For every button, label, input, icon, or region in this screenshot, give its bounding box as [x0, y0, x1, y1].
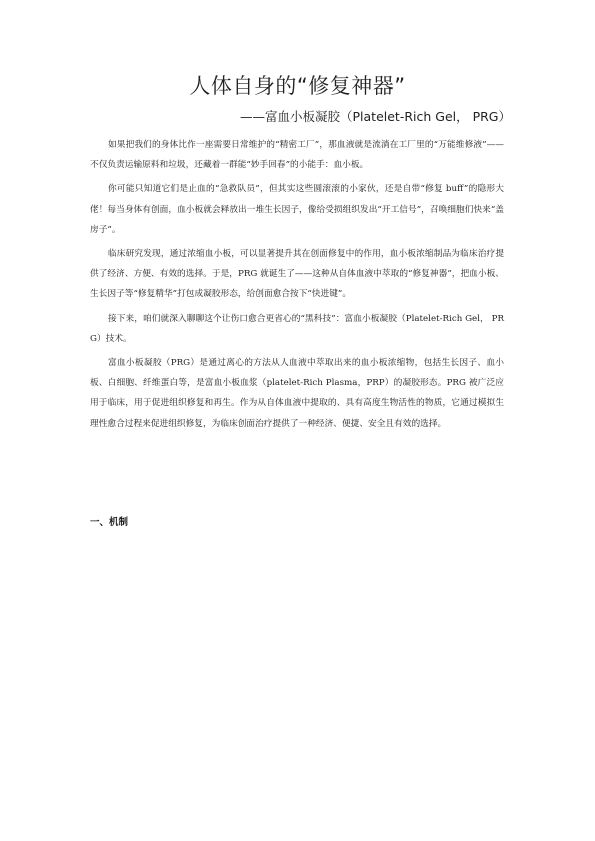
paragraph-intro: 如果把我们的身体比作一座需要日常维护的“精密工厂”，那血液就是流淌在工厂里的“万能维修液”——不仅负责运输原料和垃圾，还藏着一群能“妙手回春”的小能手：血小板。 — [90, 140, 504, 171]
paragraph-platelet-role: 你可能只知道它们是止血的“急救队员”，但其实这些圆滚滚的小家伙，还是自带“修复 buff”的隐形大佬！每当身体有创面，血小板就会释放出一堆生长因子，像给受损组织发出“开工信号”，召唤细胞们快来“盖房子”。 — [90, 184, 504, 235]
document-subtitle: ——富血小板凝胶（Platelet-Rich Gel， PRG） — [240, 109, 511, 124]
document-title: 人体自身的“修复神器” — [189, 74, 406, 98]
paragraph-clinical-research: 临床研究发现，通过浓缩血小板，可以显著提升其在创面修复中的作用，血小板浓缩制品为临床治疗提供了经济、方便、有效的选择。于是，PRG 就诞生了——这种从自体血液中萃取的“修复神器”，把血小板、生长因子等“修复精华”打包成凝胶形态，给创面愈合按下“快进键”。 — [90, 249, 504, 300]
document-body — [90, 135, 504, 438]
paragraph-transition: 接下来，咱们就深入聊聊这个让伤口愈合更省心的“黑科技”：富血小板凝胶（Platelet-Rich Gel， PRG）技术。 — [90, 313, 504, 344]
paragraph-prg-definition: 富血小板凝胶（PRG）是通过离心的方法从人血液中萃取出来的血小板浓缩物，包括生长因子、血小板、白细胞、纤维蛋白等，是富血小板血浆（platelet-Rich Plasma，PRP）的凝胶形态。PRG 被广泛应用于临床，用于促进组织修复和再生。作为从自体血液中提取的、具有高度生物活性的物质，它通过模拟生理性愈合过程来促进组织修复，为临床创面治疗提供了一种经济、便捷、安全且有效的选择。 — [90, 358, 504, 429]
section-heading-mechanism: 一、机制 — [90, 517, 129, 528]
